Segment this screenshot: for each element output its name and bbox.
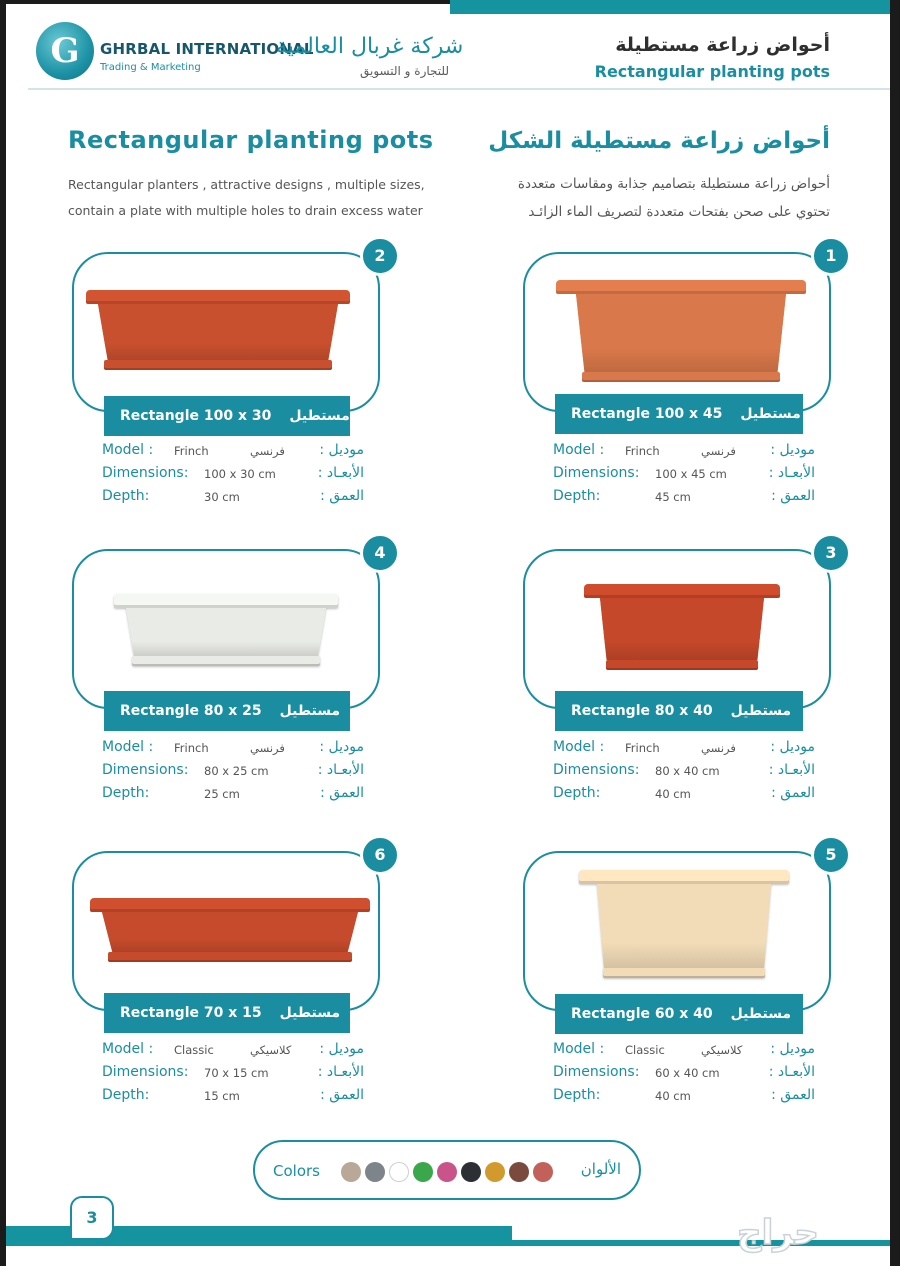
logo-company-en: GHRBAL INTERNATIONAL: [100, 40, 314, 58]
product-specs: [102, 1041, 364, 1111]
product-number-badge: 2: [360, 236, 400, 276]
model-value-ar: فرنسي: [701, 444, 736, 458]
logo-tagline-ar: للتجارة و التسويق: [360, 64, 450, 78]
color-swatch: [341, 1162, 361, 1182]
page-number: 3: [70, 1196, 114, 1240]
product-number-badge: 3: [811, 533, 851, 573]
model-row: [553, 442, 815, 464]
product-label-en: Rectangle 100 x 45: [571, 406, 723, 422]
spec-label-ar: العمق :: [320, 488, 364, 504]
description-en-line: Rectangular planters , attractive designs , multiple sizes,: [68, 177, 425, 192]
spec-label-ar: العمق :: [771, 488, 815, 504]
spec-label-ar: موديل :: [770, 739, 815, 755]
product-specs: [553, 1041, 815, 1111]
spec-label-ar: العمق :: [320, 785, 364, 801]
spec-label-en: Depth:: [553, 1087, 601, 1103]
spec-label-en: Dimensions:: [553, 1064, 640, 1080]
header-title-en: Rectangular planting pots: [594, 62, 830, 81]
dimensions-value: 70 x 15 cm: [204, 1066, 269, 1080]
product-label-en: Rectangle 80 x 40: [571, 703, 713, 719]
depth-value: 45 cm: [655, 490, 691, 504]
spec-label-ar: العمق :: [771, 785, 815, 801]
spec-label-en: Depth:: [553, 488, 601, 504]
spec-label-en: Depth:: [102, 488, 150, 504]
dimensions-value: 100 x 45 cm: [655, 467, 727, 481]
watermark-logo-icon: [668, 1210, 888, 1254]
dimensions-row: [102, 465, 364, 487]
product-label: [104, 691, 350, 731]
spec-label-en: Dimensions:: [553, 465, 640, 481]
colors-panel: [253, 1140, 641, 1200]
spec-label-en: Depth:: [102, 785, 150, 801]
header-title-ar: أحواض زراعة مستطيلة: [615, 34, 830, 56]
model-value-en: Frinch: [625, 444, 660, 458]
product-label: [555, 691, 803, 731]
product-number-badge: 1: [811, 236, 851, 276]
color-swatch: [437, 1162, 457, 1182]
product-specs: [553, 739, 815, 809]
model-value-en: Frinch: [174, 444, 209, 458]
spec-label-en: Model :: [102, 739, 154, 755]
model-value-ar: كلاسيكي: [701, 1043, 743, 1057]
depth-row: [102, 1087, 364, 1109]
model-value-ar: فرنسي: [250, 444, 285, 458]
planter-image: [86, 290, 350, 370]
spec-label-ar: الأبعـاد :: [768, 1064, 815, 1080]
dimensions-row: [102, 762, 364, 784]
watermark-text: حراج: [737, 1213, 819, 1253]
product-label-ar: مستطيل: [289, 408, 350, 424]
colors-label-en: Colors: [273, 1162, 320, 1180]
model-value-ar: فرنسي: [701, 741, 736, 755]
product-label-en: Rectangle 100 x 30: [120, 408, 272, 424]
depth-value: 15 cm: [204, 1089, 240, 1103]
spec-label-en: Model :: [102, 1041, 154, 1057]
spec-label-ar: موديل :: [319, 442, 364, 458]
product-label: [555, 394, 803, 434]
spec-label-ar: موديل :: [319, 739, 364, 755]
product-label-en: Rectangle 60 x 40: [571, 1006, 713, 1022]
section-title-en: Rectangular planting pots: [68, 126, 434, 154]
model-row: [102, 442, 364, 464]
spec-label-ar: العمق :: [771, 1087, 815, 1103]
dimensions-value: 80 x 25 cm: [204, 764, 269, 778]
product-label: [555, 994, 803, 1034]
depth-row: [102, 785, 364, 807]
description-en: [68, 172, 438, 224]
spec-label-ar: الأبعـاد :: [768, 762, 815, 778]
color-swatch: [365, 1162, 385, 1182]
product-number-badge: 5: [811, 835, 851, 875]
spec-label-ar: الأبعـاد :: [768, 465, 815, 481]
spec-label-en: Model :: [553, 442, 605, 458]
product-label-en: Rectangle 80 x 25: [120, 703, 262, 719]
description-ar-line: تحتوي على صحن بفتحات متعددة لتصريف الماء الزائـد: [528, 204, 830, 220]
product-label: [104, 396, 350, 436]
description-en-line: contain a plate with multiple holes to drain excess water: [68, 203, 423, 218]
logo-tagline-en: Trading & Marketing: [100, 62, 201, 73]
product-label-ar: مستطيل: [279, 1005, 341, 1021]
logo-company-ar: شركة غربال العالمية: [276, 34, 464, 59]
description-ar: [450, 170, 830, 226]
depth-row: [553, 785, 815, 807]
spec-label-ar: الأبعـاد :: [317, 762, 364, 778]
product-number-badge: 6: [360, 835, 400, 875]
product-label-en: Rectangle 70 x 15: [120, 1005, 262, 1021]
spec-label-ar: الأبعـاد :: [317, 465, 364, 481]
model-row: [102, 739, 364, 761]
header-divider: [28, 88, 890, 90]
dimensions-row: [102, 1064, 364, 1086]
model-value-ar: فرنسي: [250, 741, 285, 755]
depth-row: [553, 1087, 815, 1109]
planter-image: [114, 594, 338, 666]
spec-label-en: Depth:: [102, 1087, 150, 1103]
depth-row: [102, 488, 364, 510]
depth-row: [553, 488, 815, 510]
model-value-en: Classic: [174, 1043, 214, 1057]
dimensions-value: 80 x 40 cm: [655, 764, 720, 778]
depth-value: 30 cm: [204, 490, 240, 504]
product-label-ar: مستطيل: [730, 703, 792, 719]
spec-label-en: Dimensions:: [102, 465, 189, 481]
model-value-ar: كلاسيكي: [250, 1043, 292, 1057]
spec-label-en: Dimensions:: [553, 762, 640, 778]
spec-label-en: Dimensions:: [102, 1064, 189, 1080]
product-specs: [102, 442, 364, 512]
color-swatch: [509, 1162, 529, 1182]
model-row: [102, 1041, 364, 1063]
planter-image: [556, 280, 806, 382]
spec-label-en: Dimensions:: [102, 762, 189, 778]
color-swatch: [485, 1162, 505, 1182]
color-swatch: [533, 1162, 553, 1182]
color-swatch: [413, 1162, 433, 1182]
spec-label-ar: موديل :: [770, 442, 815, 458]
dimensions-row: [553, 762, 815, 784]
dimensions-row: [553, 465, 815, 487]
product-label-ar: مستطيل: [730, 1006, 792, 1022]
spec-label-en: Model :: [553, 739, 605, 755]
section-title-ar: أحواض زراعة مستطيلة الشكل: [488, 128, 830, 154]
model-value-en: Frinch: [625, 741, 660, 755]
spec-label-en: Model :: [102, 442, 154, 458]
spec-label-ar: موديل :: [319, 1041, 364, 1057]
dimensions-value: 60 x 40 cm: [655, 1066, 720, 1080]
spec-label-ar: الأبعـاد :: [317, 1064, 364, 1080]
model-value-en: Frinch: [174, 741, 209, 755]
spec-label-ar: العمق :: [320, 1087, 364, 1103]
color-swatch: [389, 1162, 409, 1182]
description-ar-line: أحواض زراعة مستطيلة بتصاميم جذابة ومقاسات متعددة: [517, 176, 830, 192]
depth-value: 40 cm: [655, 787, 691, 801]
spec-label-en: Model :: [553, 1041, 605, 1057]
company-logo-icon: G: [36, 22, 94, 80]
product-specs: [102, 739, 364, 809]
planter-image: [584, 584, 780, 670]
product-specs: [553, 442, 815, 512]
product-number-badge: 4: [360, 533, 400, 573]
planter-image: [90, 898, 370, 962]
spec-label-ar: موديل :: [770, 1041, 815, 1057]
spec-label-en: Depth:: [553, 785, 601, 801]
colors-label-ar: الألوان: [580, 1160, 621, 1178]
model-row: [553, 739, 815, 761]
top-accent-bar: [450, 0, 890, 14]
depth-value: 40 cm: [655, 1089, 691, 1103]
color-swatch: [461, 1162, 481, 1182]
model-row: [553, 1041, 815, 1063]
depth-value: 25 cm: [204, 787, 240, 801]
model-value-en: Classic: [625, 1043, 665, 1057]
product-label: [104, 993, 350, 1033]
product-label-ar: مستطيل: [740, 406, 801, 422]
product-label-ar: مستطيل: [279, 703, 341, 719]
dimensions-row: [553, 1064, 815, 1086]
planter-image: [579, 870, 789, 978]
dimensions-value: 100 x 30 cm: [204, 467, 276, 481]
